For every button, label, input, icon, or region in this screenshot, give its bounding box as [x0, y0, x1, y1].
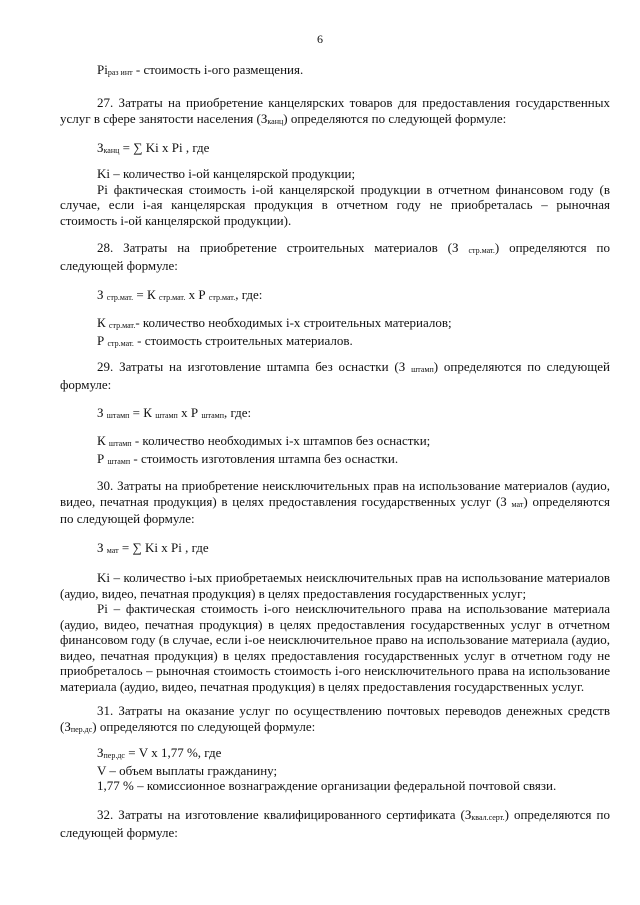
p30-intro: 30. Затраты на приобретение неисключительных прав на использование материалов (аудио, видео, печатная продукция) в целях предоставления государственных услуг (З мат) определяются по следующей формуле: [60, 478, 610, 526]
p27-def-pi: Pi фактическая стоимость i-ой канцелярской продукции в отчетном финансовом году (в случае, если i-ая канцелярская продукция в отчетном году не приобреталась – рыночная стоимость i-ой канцелярской продукции). [60, 181, 610, 228]
p30-definitions [60, 570, 610, 694]
p30-def-ki: Ki – количество i-ых приобретаемых неисключительных прав на использование материалов (аудио, видео, печатная продукция) в целях предоставления государственных услуг; [60, 570, 610, 601]
p31-formula: Зпер.дс = V x 1,77 %, где [97, 745, 222, 760]
p30-def-pi: Pi – фактическая стоимость i-ого неисключительного права на использование материала (аудио, видео, печатная продукция) в целях предоставления государственных услуг в отчетном финансовом году (в случае, если i-ое неисключительное право на использование материала (аудио, видео, печатная продукция) в целях предоставления государственных услуг в отчетном году не приобреталось – рыночная стоимость стоимость i-ого неисключительного права на использование материала (аудио, видео, печатная продукция) в целях предоставления государственных услуг. [60, 601, 610, 694]
p29-def-k: К штамп - количество необходимых i-х штампов без оснастки; [97, 433, 431, 448]
p31-formula-and-definitions [60, 745, 610, 794]
p31-def-v: V – объем выплаты гражданину; [97, 762, 278, 778]
p29-def-p: Р штамп - стоимость изготовления штампа без оснастки. [97, 450, 399, 466]
p31-intro: 31. Затраты на оказание услуг по осуществлению почтовых переводов денежных средств (Зпер.дс) определяются по следующей формуле: [60, 703, 610, 734]
p28-definitions [60, 315, 610, 350]
p28-formula: З стр.мат. = К стр.мат. х Р стр.мат., где: [97, 287, 263, 302]
p29-definitions [60, 433, 610, 468]
p32-intro: 32. Затраты на изготовление квалифицированного сертификата (Зквал.серт.) определяются по следующей формуле: [60, 807, 611, 840]
page-number: 6 [317, 32, 323, 46]
p27-definitions [60, 166, 610, 228]
p27-intro: 27. Затраты на приобретение канцелярских товаров для предоставления государственных услуг в сфере занятости населения (Зканц) определяются по следующей формуле: [60, 95, 610, 126]
p31-def-rate: 1,77 % – комиссионное вознаграждение организации федеральной почтовой связи. [97, 778, 557, 793]
p27-formula: Зканц = ∑ Ki x Pi , где [97, 140, 210, 155]
p28-def-p: Р стр.мат. - стоимость строительных материалов. [97, 332, 353, 348]
p26-tail: Piраз инт - стоимость i-ого размещения. [97, 62, 304, 77]
p29-formula: З штамп = К штамп х Р штамп, где: [97, 405, 252, 420]
p28-def-k: К стр.мат.- количество необходимых i-х строительных материалов; [97, 315, 452, 330]
p28-intro: 28. Затраты на приобретение строительных материалов (З стр.мат.) определяются по следующей формуле: [60, 240, 610, 273]
p30-formula: З мат = ∑ Ki x Pi , где [97, 540, 209, 555]
p29-intro: 29. Затраты на изготовление штампа без оснастки (З штамп) определяются по следующей формуле: [60, 359, 610, 392]
p27-def-ki: Ki – количество i-ой канцелярской продукции; [97, 166, 356, 181]
